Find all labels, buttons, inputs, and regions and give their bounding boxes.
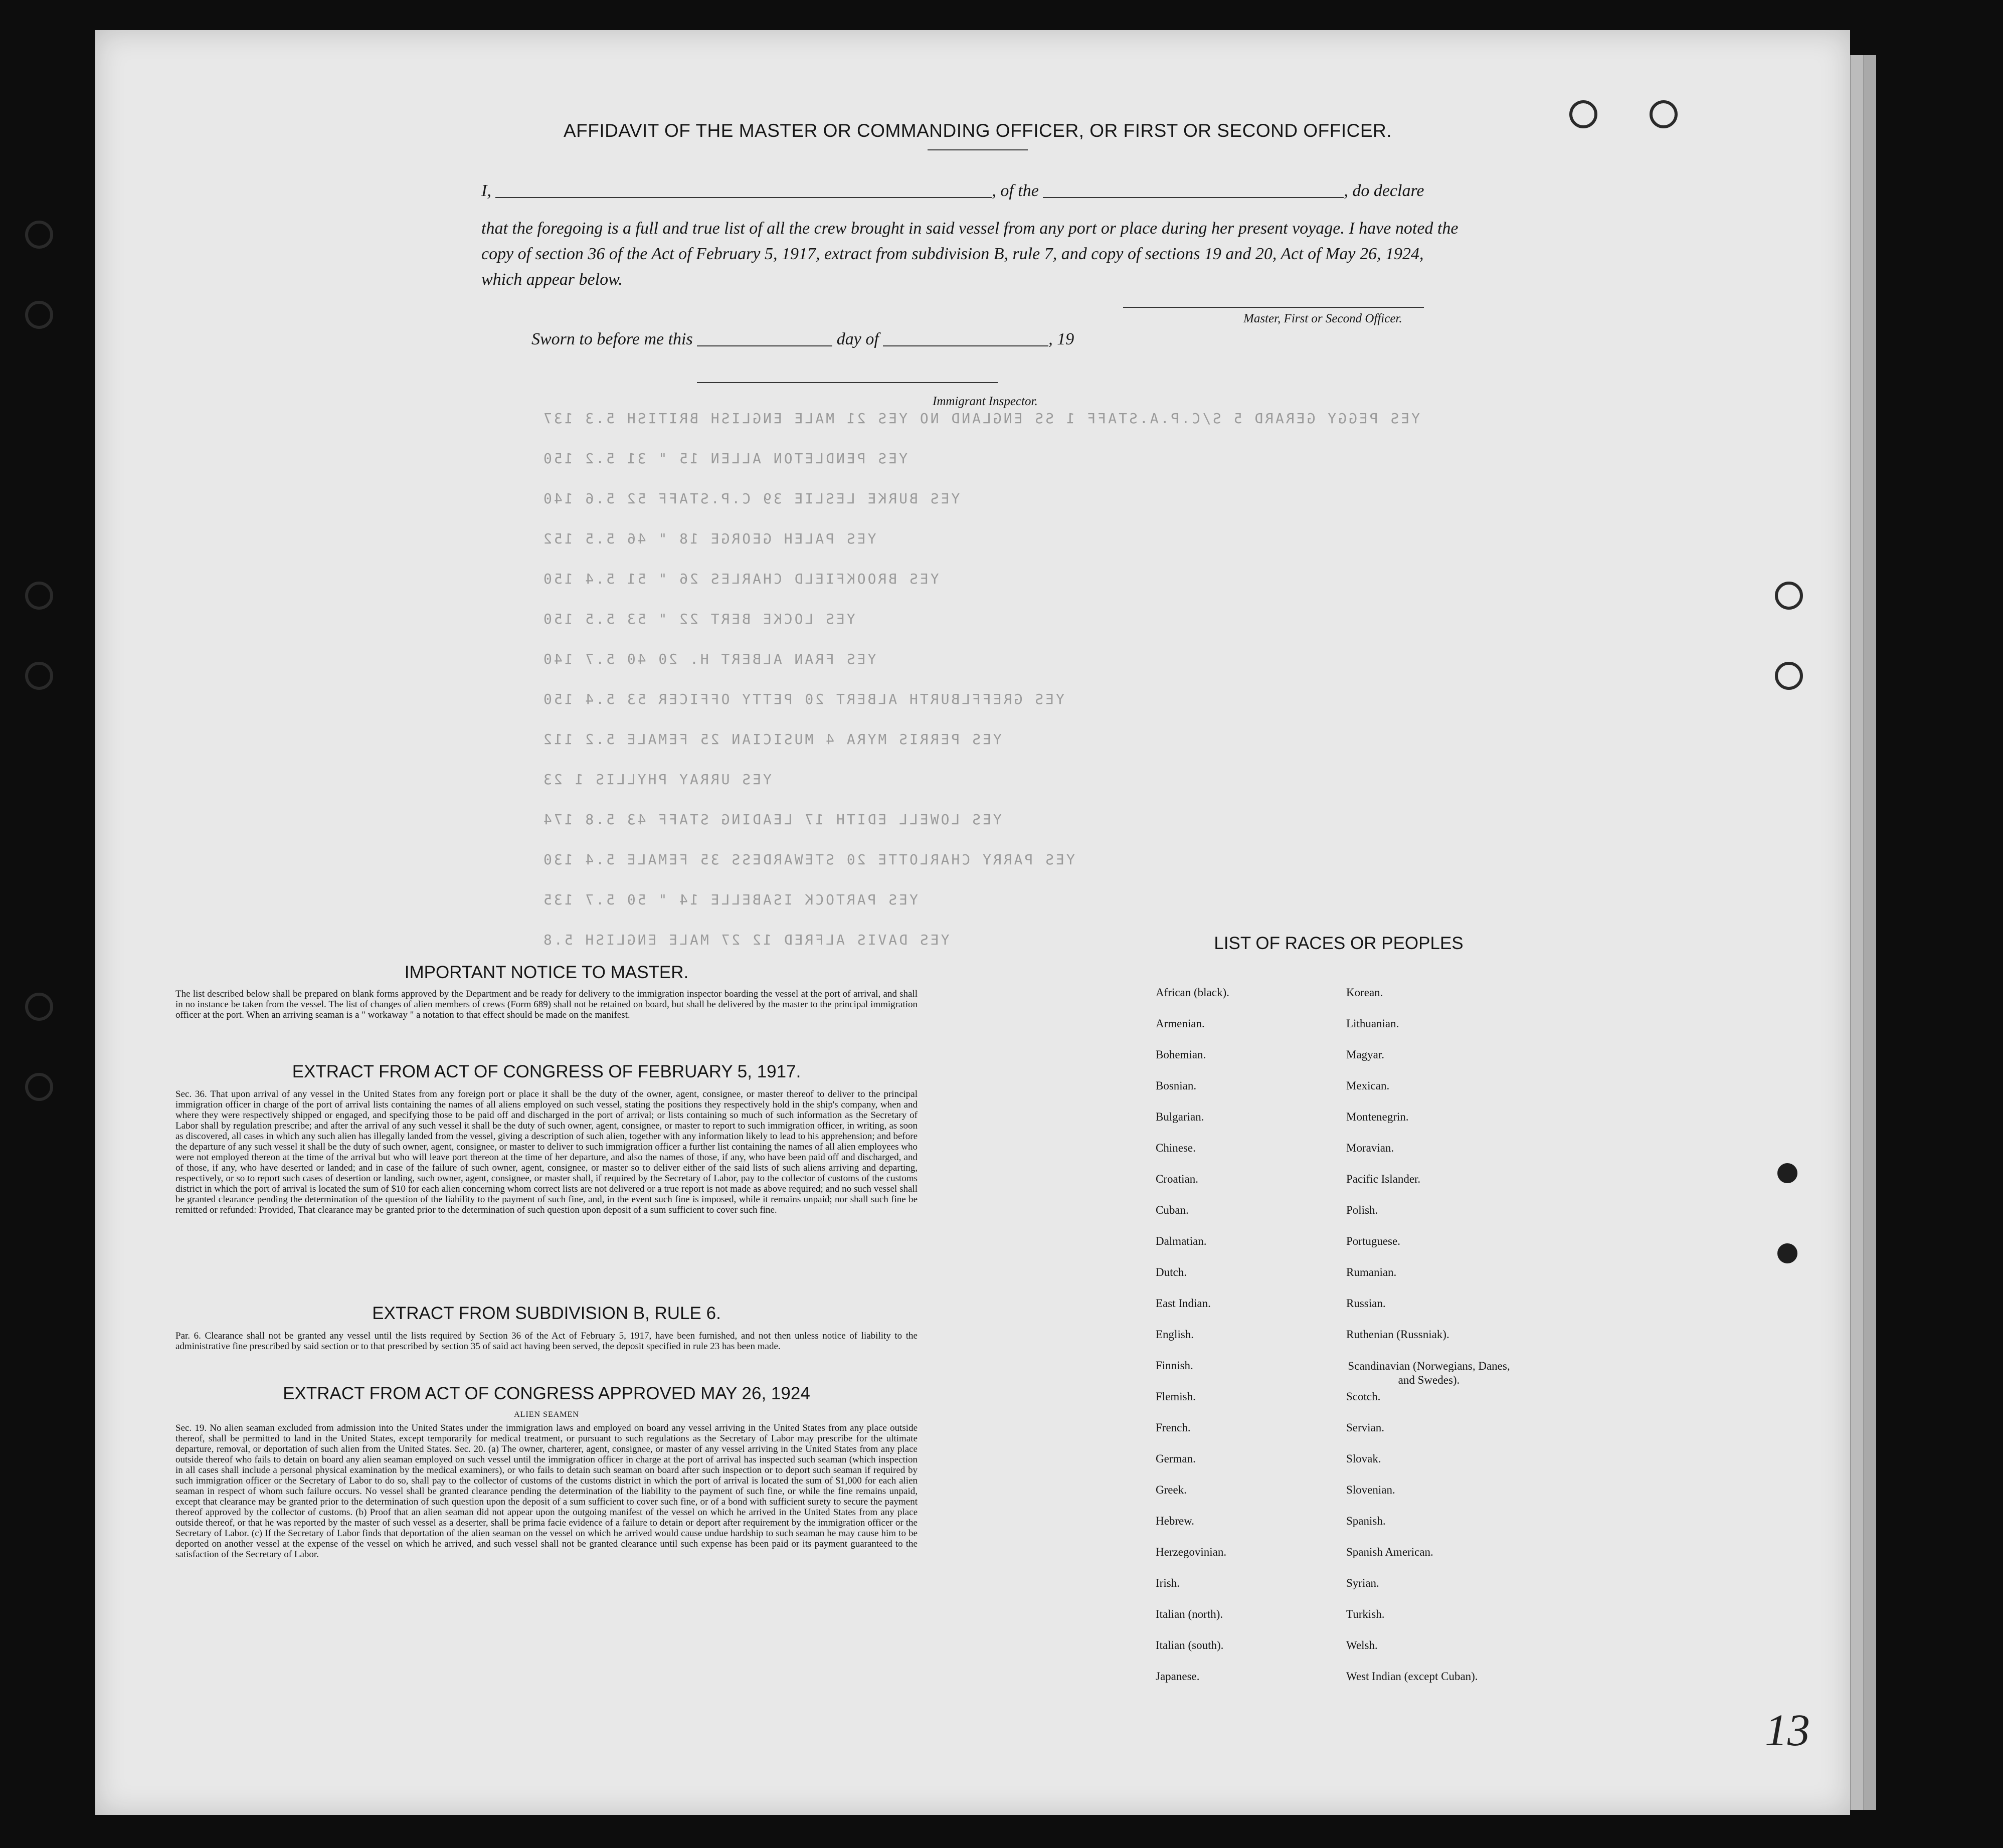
bleed-through-row: YES PALEH GEORGE 18 " 46 5.5 152 — [541, 530, 876, 547]
race-item: Lithuanian. — [1346, 1017, 1399, 1030]
bleed-through-row: YES URRAY PHYLLIS 1 23 — [541, 771, 772, 788]
binder-hole — [25, 662, 53, 690]
race-item: African (black). — [1156, 986, 1229, 999]
race-item: Dutch. — [1156, 1266, 1187, 1278]
binder-hole — [1775, 582, 1803, 610]
race-item: Scandinavian (Norwegians, Danes, and Swedes). — [1348, 1360, 1510, 1386]
extract-1924-subtitle: ALIEN SEAMEN — [514, 1410, 579, 1419]
race-item: Bosnian. — [1156, 1079, 1197, 1092]
bleed-through-row: YES LOWELL EDITH 17 LEADING STAFF 43 5.8 174 — [541, 811, 1002, 828]
binder-hole — [1777, 1243, 1797, 1263]
sworn-month-blank — [883, 330, 1048, 346]
race-item: Greek. — [1156, 1484, 1187, 1496]
master-signature-line — [1123, 307, 1424, 308]
affidavit-i-label: I, — [481, 181, 491, 200]
race-item: Herzegovinian. — [1156, 1546, 1227, 1558]
notice-title: IMPORTANT NOTICE TO MASTER. — [404, 963, 689, 982]
race-item: Pacific Islander. — [1346, 1173, 1421, 1185]
affidavit-paragraph: that the foregoing is a full and true list of all the crew brought in said vessel from any port or place during her present voyage. I have noted the copy of section 36 of the Act of February 5, 1917, extract from subdivision B, rule 7, and copy of sections 19 and 20, Act of May 26, 1924, which appear below. — [481, 219, 1459, 289]
notice-text: The list described below shall be prepared on blank forms approved by the Department and be ready for delivery to the immigration inspector boarding the vessel at the port of arrival, and shall in no instance be taken from the vessel. The list of changes of alien members of crews (Form 689) shall not be retained on board, but shall be delivered by the master to the principal immigration officer at the port. When an arriving seaman is a " workaway " a notation to that effect should be made on the manifest. — [175, 989, 918, 1020]
page-number: 13 — [1765, 1706, 1810, 1755]
race-item: Polish. — [1346, 1204, 1378, 1216]
inspector-caption: Immigrant Inspector. — [933, 395, 1038, 408]
bleed-through-row: YES LOCKE BERT 22 " 53 5.5 150 — [541, 611, 855, 627]
race-item: Italian (south). — [1156, 1639, 1224, 1651]
race-item: Japanese. — [1156, 1670, 1200, 1683]
vessel-blank — [1043, 182, 1344, 198]
binder-hole — [1650, 100, 1678, 128]
binder-hole — [25, 301, 53, 329]
sworn-label: Sworn to before me this — [531, 330, 693, 348]
race-item: English. — [1156, 1328, 1194, 1341]
race-item: Russian. — [1346, 1297, 1386, 1310]
race-item: Bulgarian. — [1156, 1111, 1204, 1123]
race-item: East Indian. — [1156, 1297, 1211, 1310]
race-item: Bohemian. — [1156, 1048, 1206, 1061]
race-item: Chinese. — [1156, 1142, 1196, 1154]
race-item: German. — [1156, 1452, 1196, 1465]
sworn-day-blank — [697, 330, 832, 346]
bleed-through-row: YES DAVIS ALFRED 12 27 MALE ENGLISH 5.8 — [541, 932, 950, 948]
race-item: French. — [1156, 1421, 1191, 1434]
race-item: Scotch. — [1346, 1390, 1381, 1403]
race-item: Hebrew. — [1156, 1515, 1195, 1527]
race-item: Dalmatian. — [1156, 1235, 1207, 1247]
bleed-through-row: YES GREFFLBURTH ALBERT 20 PETTY OFFICER 53 5.4 150 — [541, 691, 1064, 707]
subdivision-title: EXTRACT FROM SUBDIVISION B, RULE 6. — [372, 1304, 721, 1323]
race-item: Cuban. — [1156, 1204, 1189, 1216]
master-caption: Master, First or Second Officer. — [1243, 312, 1402, 325]
binder-hole — [25, 993, 53, 1021]
year-label: , 19 — [1048, 330, 1074, 348]
race-item: Moravian. — [1346, 1142, 1394, 1154]
race-item: Servian. — [1346, 1421, 1385, 1434]
page-edge — [1863, 55, 1876, 1810]
binder-hole — [1775, 662, 1803, 690]
sworn-line — [531, 330, 1074, 349]
binder-hole — [25, 1073, 53, 1101]
title-rule — [928, 149, 1028, 150]
bleed-through-row: YES PARTOCK ISABELLE 14 " 50 5.7 135 — [541, 891, 918, 908]
affidavit-title: AFFIDAVIT OF THE MASTER OR COMMANDING OFFICER, OR FIRST OR SECOND OFFICER. — [563, 120, 1392, 141]
race-item: Welsh. — [1346, 1639, 1378, 1651]
name-blank — [495, 182, 992, 198]
affidavit-line-1 — [481, 181, 1424, 201]
race-item: Magyar. — [1346, 1048, 1385, 1061]
race-item: Rumanian. — [1346, 1266, 1397, 1278]
bleed-through-row: YES FRAN ALBERT H. 20 40 5.7 140 — [541, 651, 876, 667]
races-title: LIST OF RACES OR PEOPLES — [1214, 934, 1464, 953]
race-item: Syrian. — [1346, 1577, 1379, 1589]
bleed-through-row: YES PERRIS MYRA 4 MUSICIAN 25 FEMALE 5.2 112 — [541, 731, 1002, 748]
extract-1917-text: Sec. 36. That upon arrival of any vessel in the United States from any foreign port or place it shall be the duty of the owner, agent, consignee, or master thereof to deliver to the principal immigration officer in charge of the port of arrival lists containing the names of all aliens employed on such vessel, stating the positions they respectively hold in the ship's company, when and where they were respectively shipped or engaged, and specifying those to be paid off and discharged in the port of arrival; or lists containing so much of such information as the Secretary of Labor shall by regulation prescribe; and after the arrival of any such vessel it shall be the duty of such owner, agent, consignee, or master to report to such immigration officer, in writing, as soon as discovered, all cases in which any such alien has illegally landed from the vessel, giving a description of such alien, together with any information likely to lead to his apprehension; and before the departure of any such vessel it shall be the duty of such owner, agent, consignee, or master to deliver to such immigration officer a further list containing the names of all alien employees who were not employed thereon at the time of the arrival but who will leave port thereon at the time of her departure, and also the names of those, if any, who have been paid off and discharged, and of those, if any, who have deserted or landed; and in case of the failure of such owner, agent, consignee, or master so to deliver either of the said lists of such aliens arriving and departing, respectively, or so to report such cases of desertion or landing, such owner, agent, consignee, or master shall, if required by the Secretary of Labor, pay to the collector of customs of the customs district in which the port of arrival is located the sum of $10 for each alien concerning whom correct lists are not delivered or a true report is not made as above required; and no such vessel shall be granted clearance pending the determination of the question of the liability to the payment of such fine, and, in the event such fine is imposed, while it remains unpaid; nor shall such fine be remitted or refunded: Provided, That clearance may be granted prior to the determination of such question upon deposit of a sum sufficient to cover such fine. — [175, 1089, 918, 1215]
binder-hole — [1777, 1163, 1797, 1183]
race-item: Irish. — [1156, 1577, 1180, 1589]
day-of-label: day of — [836, 330, 879, 348]
bleed-through-row: YES PEGGY GERARD 5 S/C.P.A.STAFF 1 SS ENGLAND NO YES 21 MALE ENGLISH BRITISH 5.3 137 — [541, 410, 1420, 427]
race-item: Korean. — [1346, 986, 1383, 999]
race-item: Spanish. — [1346, 1515, 1386, 1527]
race-item: West Indian (except Cuban). — [1346, 1670, 1478, 1683]
race-item: Italian (north). — [1156, 1608, 1223, 1620]
race-item: Turkish. — [1346, 1608, 1385, 1620]
inspector-signature-line — [697, 382, 998, 383]
race-item: Mexican. — [1346, 1079, 1390, 1092]
page-edge — [1850, 55, 1863, 1810]
subdivision-text: Par. 6. Clearance shall not be granted any vessel until the lists required by Section 36 of the Act of February 5, 1917, have been furnished, and not then unless notice of liability to the administrative fine prescribed by said section or to that prescribed by section 35 of said act having been served, the deposit specified in rule 23 has been made. — [175, 1331, 918, 1352]
race-item: Armenian. — [1156, 1017, 1205, 1030]
race-item: Slovenian. — [1346, 1484, 1395, 1496]
race-item: Flemish. — [1156, 1390, 1196, 1403]
binder-hole — [25, 582, 53, 610]
binder-hole — [25, 221, 53, 249]
race-item: Slovak. — [1346, 1452, 1381, 1465]
extract-1924-text: Sec. 19. No alien seaman excluded from admission into the United States under the immigration laws and employed on board any vessel arriving in the United States from any place outside thereof, shall be permitted to land in the United States, except temporarily for medical treatment, or pursuant to such regulations as the Secretary of Labor may prescribe for the ultimate departure, removal, or deportation of such alien from the United States. Sec. 20. (a) The owner, charterer, agent, consignee, or master of any vessel arriving in the United States from any place outside thereof who fails to detain on board any alien seaman employed on such vessel until the immigration officer in charge at the port of arrival has inspected such seaman (which inspection in all cases shall include a personal physical examination by the medical examiners), or who fails to detain such seaman on board after such inspection or to deport such seaman if required by such immigration officer or the Secretary of Labor to do so, shall pay to the collector of customs of the customs district in which the port of arrival is located the sum of $1,000 for each alien seaman in respect of whom such failure occurs. No vessel shall be granted clearance pending the determination of the liability to the payment of such fine, or while the fine remains unpaid, except that clearance may be granted prior to the determination of such question upon the deposit of a sum sufficient to cover such fine, or of a bond with sufficient surety to secure the payment thereof approved by the collector of customs. (b) Proof that an alien seaman did not appear upon the outgoing manifest of the vessel on which he arrived in the United States from any place outside thereof, or that he was reported by the master of such vessel as a deserter, shall be prima facie evidence of a failure to detain or deport after requirement by the immigration officer or the Secretary of Labor. (c) If the Secretary of Labor finds that deportation of the alien seaman on the vessel on which he arrived would cause undue hardship to such seaman he may cause him to be deported on another vessel at the expense of the vessel on which he arrived, and such vessel shall not be granted clearance until such expense has been paid or its payment guaranteed to the satisfaction of the Secretary of Labor. — [175, 1423, 918, 1560]
race-item: Spanish American. — [1346, 1546, 1433, 1558]
declare-label: , do declare — [1344, 181, 1424, 200]
bleed-through-row: YES PENDLETON ALLEN 15 " 31 5.2 150 — [541, 450, 908, 467]
of-the-label: , of the — [992, 181, 1039, 200]
extract-1924-title: EXTRACT FROM ACT OF CONGRESS APPROVED MAY 26, 1924 — [283, 1384, 810, 1403]
binder-hole — [1569, 100, 1597, 128]
race-item: Finnish. — [1156, 1359, 1193, 1372]
bleed-through-row: YES BURKE LESLIE 39 C.P.STAFF 52 5.6 140 — [541, 490, 960, 507]
race-item: Croatian. — [1156, 1173, 1198, 1185]
race-item: Ruthenian (Russniak). — [1346, 1328, 1449, 1341]
bleed-through-row: YES BROOKFIELD CHARLES 26 " 51 5.4 150 — [541, 571, 939, 587]
extract-1917-title: EXTRACT FROM ACT OF CONGRESS OF FEBRUARY 5, 1917. — [292, 1062, 801, 1081]
race-item: Montenegrin. — [1346, 1111, 1409, 1123]
bleed-through-row: YES PARRY CHARLOTTE 20 STEWARDESS 35 FEMALE 5.4 130 — [541, 851, 1075, 868]
race-item: Portuguese. — [1346, 1235, 1400, 1247]
